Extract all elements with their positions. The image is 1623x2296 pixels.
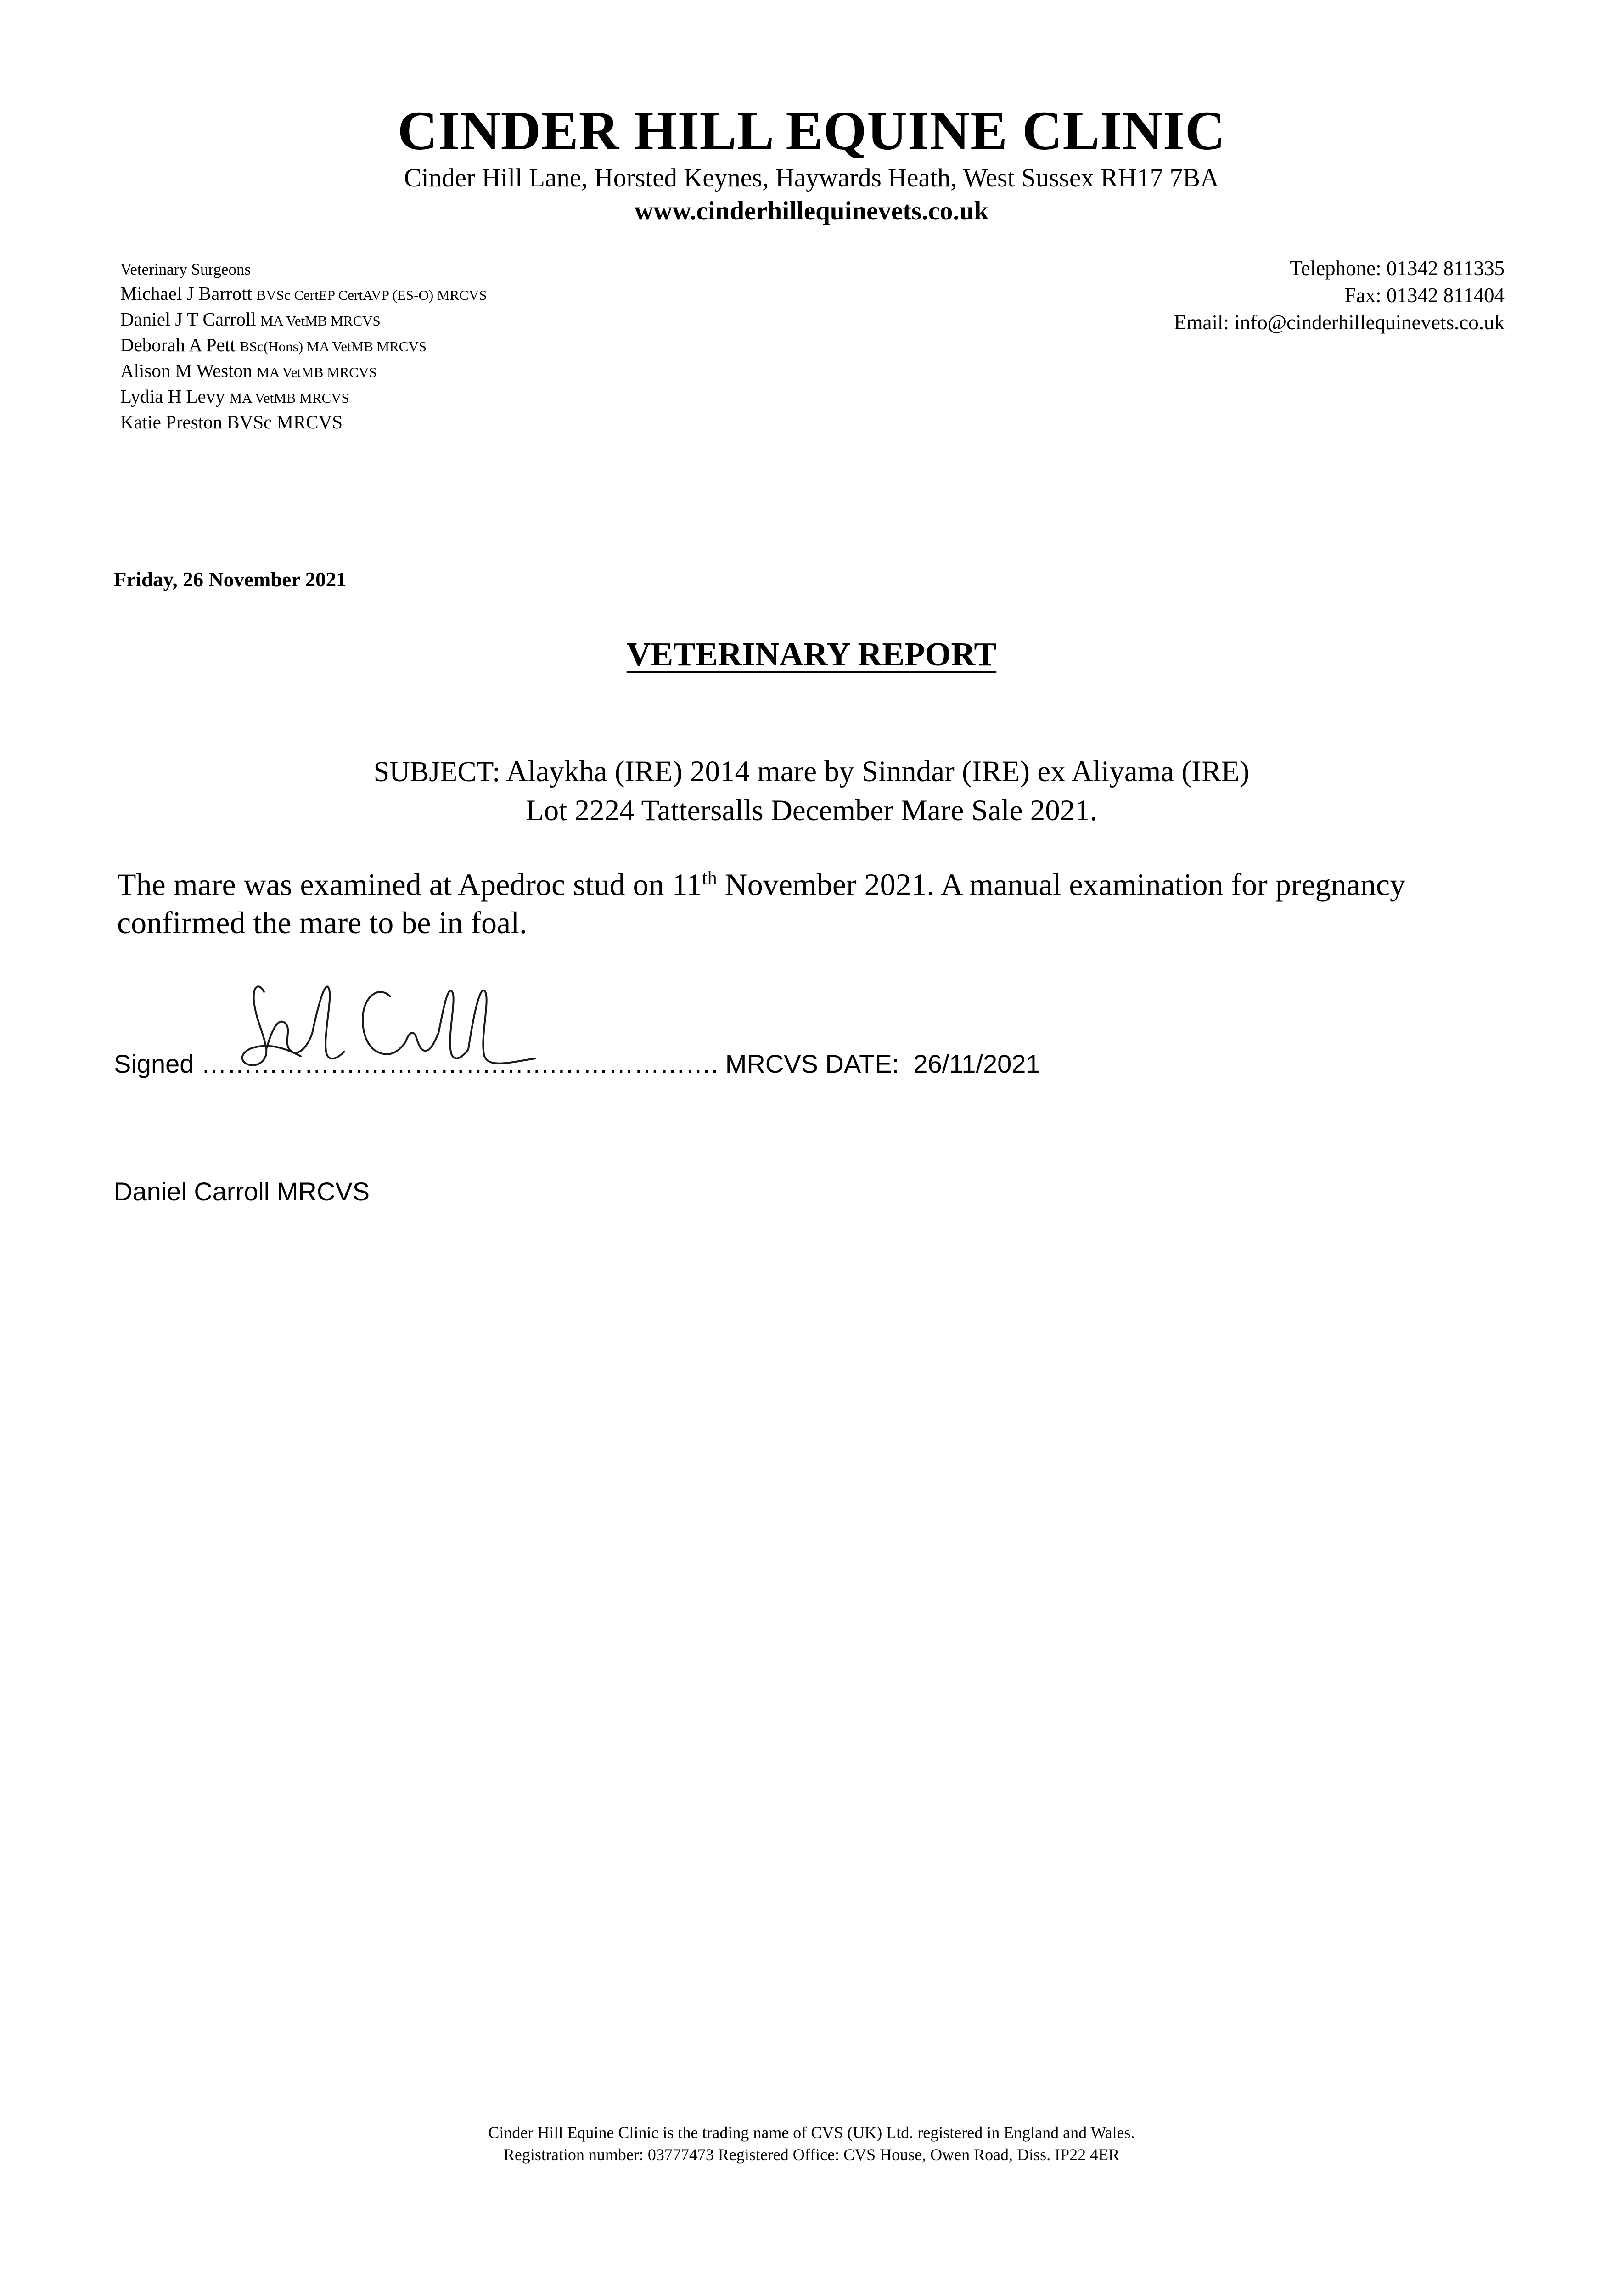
letter-date: Friday, 26 November 2021 xyxy=(114,568,347,591)
signature-dots: ……………….…………….…….………………. xyxy=(201,1049,719,1078)
surgeon-quals: MA VetMB MRCVS xyxy=(260,313,381,329)
signature-date: 26/11/2021 xyxy=(913,1049,1040,1078)
surgeon-entry xyxy=(120,333,487,359)
surgeons-heading: Veterinary Surgeons xyxy=(120,260,251,278)
body-paragraph xyxy=(117,866,1517,942)
fax: Fax: 01342 811404 xyxy=(1344,284,1505,307)
signature-line xyxy=(114,1048,1040,1080)
surgeon-entry xyxy=(120,281,487,307)
surgeon-entry xyxy=(120,307,487,333)
clinic-name: CINDER HILL EQUINE CLINIC xyxy=(397,100,1226,162)
subject-line-1 xyxy=(0,752,1623,791)
signed-label: Signed xyxy=(114,1049,194,1078)
surgeon-name: Michael J Barrott xyxy=(120,283,252,304)
footer xyxy=(0,2122,1623,2166)
subject xyxy=(0,752,1623,830)
surgeon-quals: BSc(Hons) MA VetMB MRCVS xyxy=(240,338,427,355)
surgeons-list xyxy=(120,257,487,435)
surgeon-quals: BVSc CertEP CertAVP (ES-O) MRCVS xyxy=(256,287,487,303)
surgeon-name: Alison M Weston xyxy=(120,360,253,381)
surgeon-name: Katie Preston BVSc MRCVS xyxy=(120,411,343,433)
subject-horse: Alaykha (IRE) 2014 mare by Sinndar (IRE) ex Aliyama (IRE) xyxy=(506,755,1250,788)
signatory-name: Daniel Carroll MRCVS xyxy=(114,1177,370,1206)
mrcvs-date-label: MRCVS DATE: xyxy=(725,1049,899,1078)
email: Email: info@cinderhillequinevets.co.uk xyxy=(1174,311,1505,334)
surgeon-entry xyxy=(120,384,487,410)
contact-block xyxy=(1174,255,1505,336)
surgeon-quals: MA VetMB MRCVS xyxy=(229,390,349,406)
clinic-website: www.cinderhillequinevets.co.uk xyxy=(634,197,989,225)
footer-line-2: Registration number: 03777473 Registered Office: CVS House, Owen Road, Diss. IP22 4ER xyxy=(503,2145,1120,2164)
subject-label: SUBJECT: xyxy=(373,756,500,788)
ordinal-suffix: th xyxy=(702,867,717,889)
report-title: VETERINARY REPORT xyxy=(626,636,997,673)
surgeon-name: Lydia H Levy xyxy=(120,386,225,407)
surgeon-entry xyxy=(120,410,487,435)
surgeon-quals: MA VetMB MRCVS xyxy=(257,364,377,380)
surgeon-name: Daniel J T Carroll xyxy=(120,309,256,330)
subject-line-2: Lot 2224 Tattersalls December Mare Sale 2021. xyxy=(525,794,1098,827)
body-part-1: The mare was examined at Apedroc stud on 11 xyxy=(117,867,702,902)
telephone: Telephone: 01342 811335 xyxy=(1290,257,1505,280)
clinic-address: Cinder Hill Lane, Horsted Keynes, Haywards Heath, West Sussex RH17 7BA xyxy=(404,163,1219,192)
footer-line-1: Cinder Hill Equine Clinic is the trading name of CVS (UK) Ltd. registered in England and Wales. xyxy=(488,2123,1135,2142)
surgeon-name: Deborah A Pett xyxy=(120,334,236,355)
surgeon-entry xyxy=(120,359,487,384)
body-part-2: November 2021. A manual examination for pregnancy confirmed the mare to be in foal. xyxy=(117,867,1406,940)
